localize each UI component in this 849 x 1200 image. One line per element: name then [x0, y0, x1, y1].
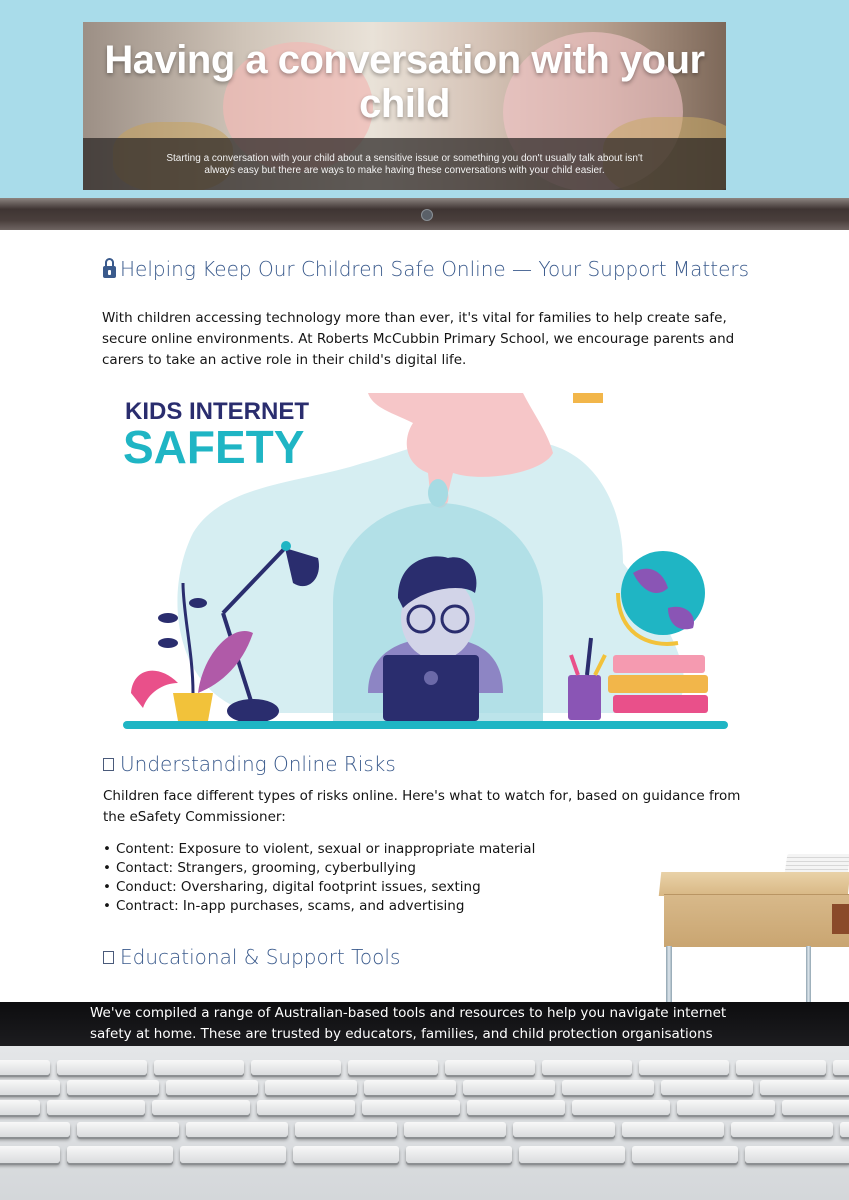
hero-title: Having a conversation with your child: [104, 38, 705, 126]
hero-caption: Starting a conversation with your child about a sensitive issue or something you don't usually talk about isn't always easy but there are ways to make having these conversations with your child easier.: [83, 138, 726, 190]
missing-glyph-icon: [103, 951, 114, 964]
desk-top: [659, 872, 849, 896]
dome-handle: [428, 479, 448, 507]
laptop-bezel: [0, 198, 849, 230]
webcam-icon: [421, 209, 433, 221]
book-1: [613, 655, 705, 673]
list-item: • Contract: In-app purchases, scams, and advertising: [103, 897, 535, 916]
missing-glyph-icon: [103, 758, 114, 771]
desk-front: [664, 894, 849, 947]
plant-pink-leaf: [131, 671, 178, 708]
risks-heading-text: Understanding Online Risks: [120, 752, 396, 776]
keyboard-row: [0, 1122, 849, 1137]
desk-drawer: [832, 904, 849, 934]
book-3: [613, 695, 708, 713]
tools-intro: We've compiled a range of Australian-based tools and resources to help you navigate internet safety at home. These are trusted by educators, families, and child protection organisations: [90, 1005, 727, 1042]
keyboard-deck: [0, 1046, 849, 1200]
illustration-title-line1: KIDS INTERNET: [125, 398, 310, 425]
illustration-svg: [103, 393, 746, 738]
pencil-cup: [568, 675, 601, 720]
list-item: • Contact: Strangers, grooming, cyberbullying: [103, 859, 535, 878]
lamp-base: [227, 699, 279, 723]
risks-heading: [103, 752, 396, 776]
risks-intro: Children face different types of risks online. Here's what to watch for, based on guidance from the eSafety Commissioner:: [103, 788, 741, 825]
page-heading-text: Helping Keep Our Children Safe Online — Your Support Matters: [120, 257, 750, 281]
keyboard-row: [0, 1100, 849, 1115]
keyboard-row: [0, 1146, 849, 1163]
list-item: • Conduct: Oversharing, digital footprint issues, sexting: [103, 878, 535, 897]
risks-list: [103, 840, 535, 916]
book-2: [608, 675, 708, 693]
keyboard-row: [0, 1060, 849, 1075]
lock-icon: [103, 258, 116, 278]
hero-banner: [83, 22, 726, 190]
desk-line: [123, 721, 728, 729]
laptop-shape: [383, 655, 479, 721]
tools-heading: [103, 945, 400, 969]
lamp-joint: [281, 541, 291, 551]
sleeve-cuff: [573, 393, 603, 403]
illustration-title-line2: SAFETY: [123, 421, 305, 473]
plant-leaf-1: [158, 613, 178, 623]
list-item: • Content: Exposure to violent, sexual or inappropriate material: [103, 840, 535, 859]
kids-internet-safety-illustration: [103, 393, 746, 738]
plant-leaf-2: [158, 638, 178, 648]
plant-leaf-3: [189, 598, 207, 608]
page-heading: [103, 257, 749, 281]
keyboard-row: [0, 1080, 849, 1095]
laptop-logo: [424, 671, 438, 685]
intro-paragraph: With children accessing technology more than ever, it's vital for families to help create safe, secure online environments. At Roberts McCubbin Primary School, we encourage parents and carers to take an active role in their child's digital life.: [102, 310, 735, 368]
tools-heading-text: Educational & Support Tools: [120, 945, 401, 969]
desk-books: [785, 854, 849, 874]
plant-pot: [173, 693, 213, 721]
